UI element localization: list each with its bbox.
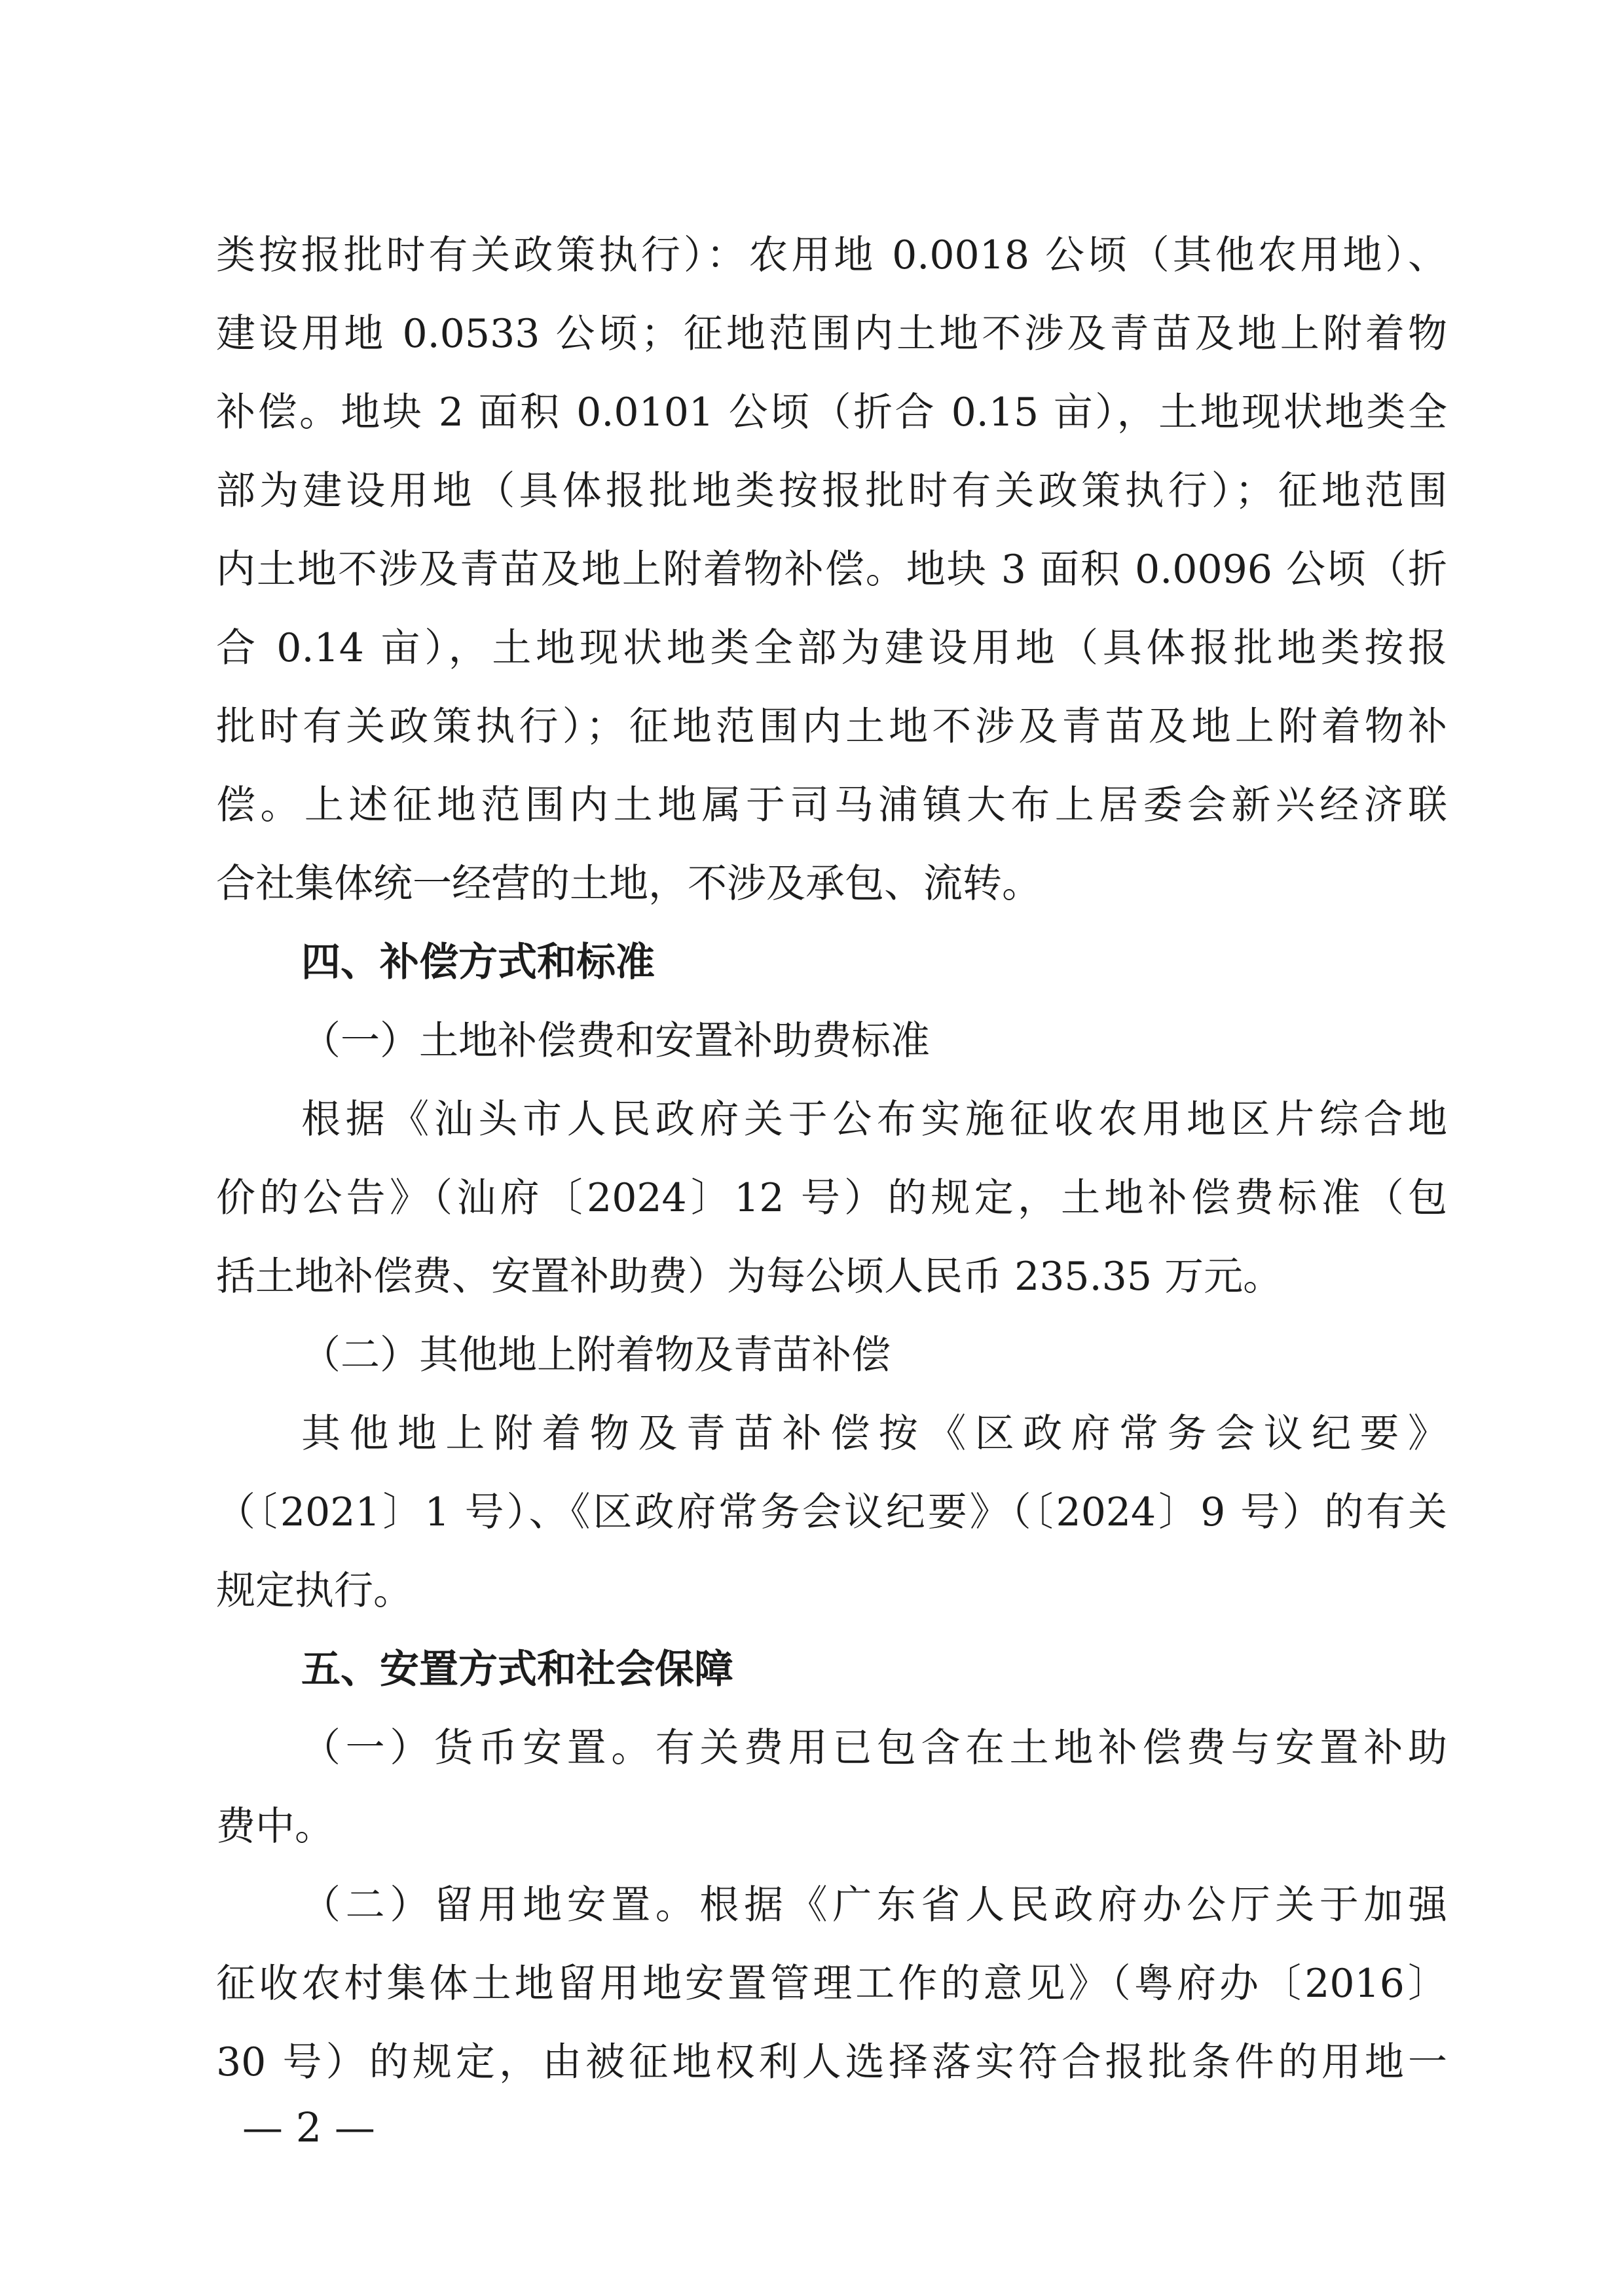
body-line: 费中。 [216,1804,334,1850]
body-line: （二）留用地安置。根据《广东省人民政府办公厅关于加强 [301,1882,1447,1928]
body-line: 类按报批时有关政策执行）：农用地 0.0018 公顷（其他农用地）、 [216,232,1447,278]
body-line: 括土地补偿费、安置补助费）为每公顷人民币 235.35 万元。 [216,1254,1283,1300]
section-heading: 五、安置方式和社会保障 [301,1647,733,1692]
subsection-title: （二）其他地上附着物及青苗补偿 [301,1332,891,1378]
body-line: 建设用地 0.0533 公顷；征地范围内土地不涉及青苗及地上附着物 [216,311,1447,357]
body-line: 根据《汕头市人民政府关于公布实施征收农用地区片综合地 [301,1097,1447,1142]
body-line: 合 0.14 亩），土地现状地类全部为建设用地（具体报批地类按报 [216,625,1447,671]
body-line: 价的公告》（汕府〔2024〕12 号）的规定，土地补偿费标准（包 [216,1175,1447,1221]
subsection-title: （一）土地补偿费和安置补助费标准 [301,1018,930,1064]
body-line: 内土地不涉及青苗及地上附着物补偿。地块 3 面积 0.0096 公顷（折 [216,547,1447,592]
body-line: 30 号）的规定，由被征地权利人选择落实符合报批条件的用地一 [216,2039,1447,2085]
body-line: 部为建设用地（具体报批地类按报批时有关政策执行）；征地范围 [216,468,1447,514]
page-number: — 2 — [242,2104,375,2151]
body-line: 偿。上述征地范围内土地属于司马浦镇大布上居委会新兴经济联 [216,782,1447,828]
body-line: （一）货币安置。有关费用已包含在土地补偿费与安置补助 [301,1725,1447,1771]
section-heading: 四、补偿方式和标准 [301,939,655,985]
body-line: 补偿。地块 2 面积 0.0101 公顷（折合 0.15 亩），土地现状地类全 [216,390,1447,435]
body-line: 征收农村集体土地留用地安置管理工作的意见》（粤府办〔2016〕 [216,1961,1447,2007]
body-line: 其他地上附着物及青苗补偿按《区政府常务会议纪要》 [301,1411,1447,1457]
body-line: 规定执行。 [216,1568,413,1614]
body-line: 合社集体统一经营的土地，不涉及承包、流转。 [216,861,1041,907]
body-line: （〔2021〕1 号）、《区政府常务会议纪要》（〔2024〕9 号）的有关 [216,1489,1447,1535]
body-line: 批时有关政策执行）；征地范围内土地不涉及青苗及地上附着物补 [216,704,1447,750]
